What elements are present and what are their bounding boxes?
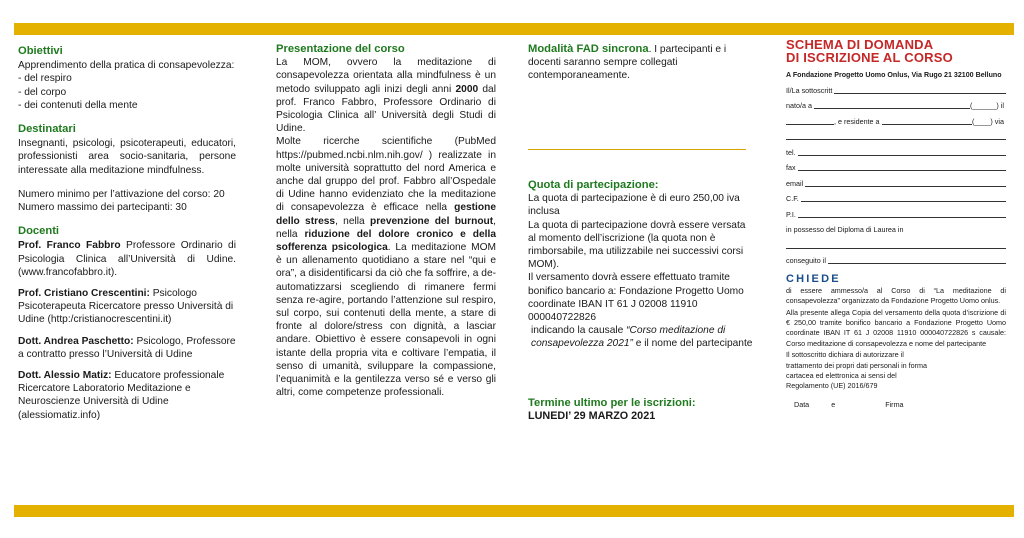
docenti-heading: Docenti	[18, 225, 60, 238]
docente-name: Dott. Andrea Paschetto:	[18, 335, 134, 347]
field-label: in possesso del Diploma di Laurea in	[786, 225, 904, 234]
list-item: - dei contenuti della mente	[18, 99, 138, 111]
docente-desc: Professore Ordinario di Psicologia Clinica all’Università di Udine. (www.francofabbro.it).	[18, 240, 236, 278]
field-label: tel.	[786, 147, 796, 157]
docente-item	[18, 239, 236, 279]
presentazione-paragraph-2	[276, 135, 496, 399]
form-title-line-1: SCHEMA DI DOMANDA	[786, 37, 934, 52]
e-label: e	[831, 399, 836, 409]
text-span: e il nome del partecipante	[632, 338, 753, 350]
field-line[interactable]	[786, 132, 1006, 140]
column-quota	[528, 179, 754, 351]
text-span: , nella	[276, 215, 497, 240]
field-cf[interactable]	[786, 189, 1006, 205]
firma-label: Firma	[885, 399, 904, 409]
text-span: dal prof. Franco Fabbro, Professore Ordinario di Psicologia Clinica all’ Università degli Studi di Udine.	[276, 83, 496, 135]
field-line[interactable]	[801, 194, 1006, 202]
chiede-text-3: Il sottoscritto dichiara di autorizzare il trattamento dei propri dati personali in forma cartacea ed elettronica ai sensi del Regolamento (UE) 2016/679	[786, 350, 928, 391]
field-label: , e residente a	[834, 116, 880, 126]
field-line[interactable]	[798, 210, 1006, 218]
list-item: - del respiro	[18, 73, 72, 85]
field-nato-a[interactable]	[786, 96, 1006, 112]
field-label: Il/La sottoscritt	[786, 85, 833, 95]
chiede-text-1: di essere ammesso/a al Corso di “La meditazione di consapevolezza” organizzato da Fondazione Progetto Uomo onlus.	[786, 285, 1006, 306]
quota-text-1: La quota di partecipazione è di euro 250,00 iva inclusa	[528, 193, 740, 218]
field-label: P.I.	[786, 209, 796, 219]
top-yellow-band	[14, 23, 1014, 35]
data-label: Data	[794, 399, 810, 409]
destinatari-heading: Destinatari	[18, 123, 76, 136]
field-label: fax	[786, 163, 796, 172]
column-termine	[528, 397, 754, 423]
field-line[interactable]	[805, 179, 1006, 187]
signature-row	[786, 400, 1006, 410]
termine-heading: Termine ultimo per le iscrizioni:	[528, 397, 696, 409]
docente-name: Dott. Alessio Matiz:	[18, 370, 112, 382]
text-span: , nella	[335, 215, 370, 227]
quota-text-4	[528, 324, 754, 350]
field-label: (____) via	[972, 116, 1004, 126]
text-span: prevenzione del burnout	[369, 215, 494, 227]
form-address: A Fondazione Progetto Uomo Onlus, Via Rugo 21 32100 Belluno	[786, 71, 1002, 79]
fad-heading: Modalità FAD sincrona	[528, 43, 649, 55]
field-conseguito[interactable]	[786, 251, 1006, 267]
text-span: riduzione del dolore cronico e della sofferenza psicologica	[276, 228, 496, 254]
field-line[interactable]	[828, 256, 1006, 264]
field-email[interactable]	[786, 173, 1006, 189]
column-domanda	[786, 38, 1006, 410]
docente-item	[18, 335, 236, 361]
field-pi[interactable]	[786, 204, 1006, 220]
column-modalita	[528, 43, 754, 83]
field-blank[interactable]	[786, 127, 1006, 143]
min-participants: Numero minimo per l’attivazione del corso: 20	[18, 188, 225, 200]
termine-date: LUNEDI’ 29 MARZO 2021	[528, 410, 656, 423]
docente-desc: Psicologo Psicoterapeuta Ricercatore presso Università di Udine (http:/cristianocrescentini.it)	[18, 288, 234, 326]
presentazione-heading: Presentazione del corso	[276, 43, 405, 55]
obiettivi-heading: Obiettivi	[18, 45, 63, 57]
field-sottoscritto[interactable]	[786, 80, 1006, 96]
field-line[interactable]	[786, 117, 834, 125]
field-diploma-line[interactable]	[786, 235, 1006, 251]
docente-item	[18, 287, 236, 327]
field-line[interactable]	[882, 117, 972, 125]
quota-text-3: Il versamento dovrà essere effettuato tramite bonifico bancario a: Fondazione Progetto Uomo coordinate IBAN IT 61 J 02008 11910 000040722826	[528, 272, 744, 324]
field-label: conseguito il	[786, 256, 826, 265]
field-line[interactable]	[786, 241, 1006, 249]
column-obiettivi	[18, 45, 236, 430]
bottom-yellow-band	[14, 505, 1014, 517]
field-tel[interactable]	[786, 142, 1006, 158]
presentazione-paragraph-1	[276, 56, 496, 135]
text-span: . La meditazione MOM è un allenamento quotidiano a stare nel “qui e ora”, a disidentificarsi da ciò che fa soffrire, a de-automatizzarsi scegliendo di rimanere fermi senza re-agire, portando l’attenzione sul respiro, sul corpo, sui contenuti della mente, a stare di fronte al dolore/stress con dignità, a lasciar andare. Obiettivo è essere consapevoli in ogni istante della propria vita e coltivare l’empatia, il senso di umanità, sviluppare la compassione, l’equanimità e la gentilezza verso sé e verso gli altri, come competenze professionali.	[276, 242, 496, 399]
field-label: (______) il	[970, 101, 1004, 110]
obiettivi-list	[18, 72, 236, 112]
field-label: C.F.	[786, 194, 799, 203]
field-line[interactable]	[834, 86, 1006, 94]
field-line[interactable]	[798, 163, 1006, 171]
field-line[interactable]	[798, 148, 1006, 156]
field-label: email	[786, 178, 804, 188]
docente-name: Prof. Cristiano Crescentini:	[18, 288, 150, 300]
fad-paragraph	[528, 43, 754, 83]
field-fax[interactable]	[786, 158, 1006, 174]
max-participants: Numero massimo dei partecipanti: 30	[18, 202, 187, 214]
list-item: - del corpo	[18, 86, 67, 98]
field-label: nato/a a	[786, 101, 812, 110]
text-span: “Corso meditazione di consapevolezza 2021”	[531, 325, 726, 350]
field-diploma	[786, 220, 1006, 236]
text-span: gestione dello stress	[276, 202, 496, 227]
docente-desc: Educatore professionale Ricercatore Laboratorio Meditazione e Neuroscienze Università di Udine (alessiomatiz.info)	[18, 370, 225, 421]
quota-text-2: La quota di partecipazione dovrà essere versata al momento dell’iscrizione (la quota non è rimborsabile, ma utilizzabile nei successivi corsi MOM).	[528, 219, 746, 271]
text-span: La MOM, ovvero la meditazione di consapevolezza orientata alla mindfulness è un metodo sviluppato agli inizi degli anni	[276, 57, 496, 95]
gold-divider	[528, 149, 746, 150]
form-title-line-2: DI ISCRIZIONE AL CORSO	[786, 50, 953, 65]
quota-heading: Quota di partecipazione:	[528, 179, 659, 191]
text-span: Molte ricerche scientifiche (PubMed https://pubmed.ncbi.nlm.nih.gov/ ) realizzate in molte università soprattutto del nord America e anche dal gruppo del prof. Fabbro all’Ospedale di Udine hanno evidenziato che la meditazione di consapevolezza è efficace nella	[276, 136, 496, 214]
column-presentazione	[276, 43, 496, 399]
chiede-text-2: Alla presente allega Copia del versamento della quota d’iscrizione di € 250,00 tramite bonifico bancario a Fondazione Progetto Uomo coordinate IBAN IT 61 J 02008 11910 000040722826 s causale: Corso meditazione di consapevolezza e nome del partecipante	[786, 307, 1006, 348]
text-span: 2000	[455, 83, 479, 95]
destinatari-text: Insegnanti, psicologi, psicoterapeuti, educatori, professionisti area socio-sanitaria, persone interessate alla meditazione mindfulness.	[18, 138, 236, 176]
field-residente[interactable]	[786, 111, 1006, 127]
docente-desc: Psicologo, Professore a contratto presso l’Università di Udine	[18, 335, 236, 360]
docente-name: Prof. Franco Fabbro	[18, 240, 121, 252]
obiettivi-text: Apprendimento della pratica di consapevolezza:	[18, 60, 235, 72]
field-line[interactable]	[814, 101, 970, 109]
docente-item	[18, 369, 236, 422]
text-span: indicando la causale	[531, 325, 627, 337]
chiede-heading: CHIEDE	[786, 273, 841, 286]
fad-text: . I partecipanti e i docenti saranno sempre collegati contemporaneamente.	[528, 44, 727, 82]
